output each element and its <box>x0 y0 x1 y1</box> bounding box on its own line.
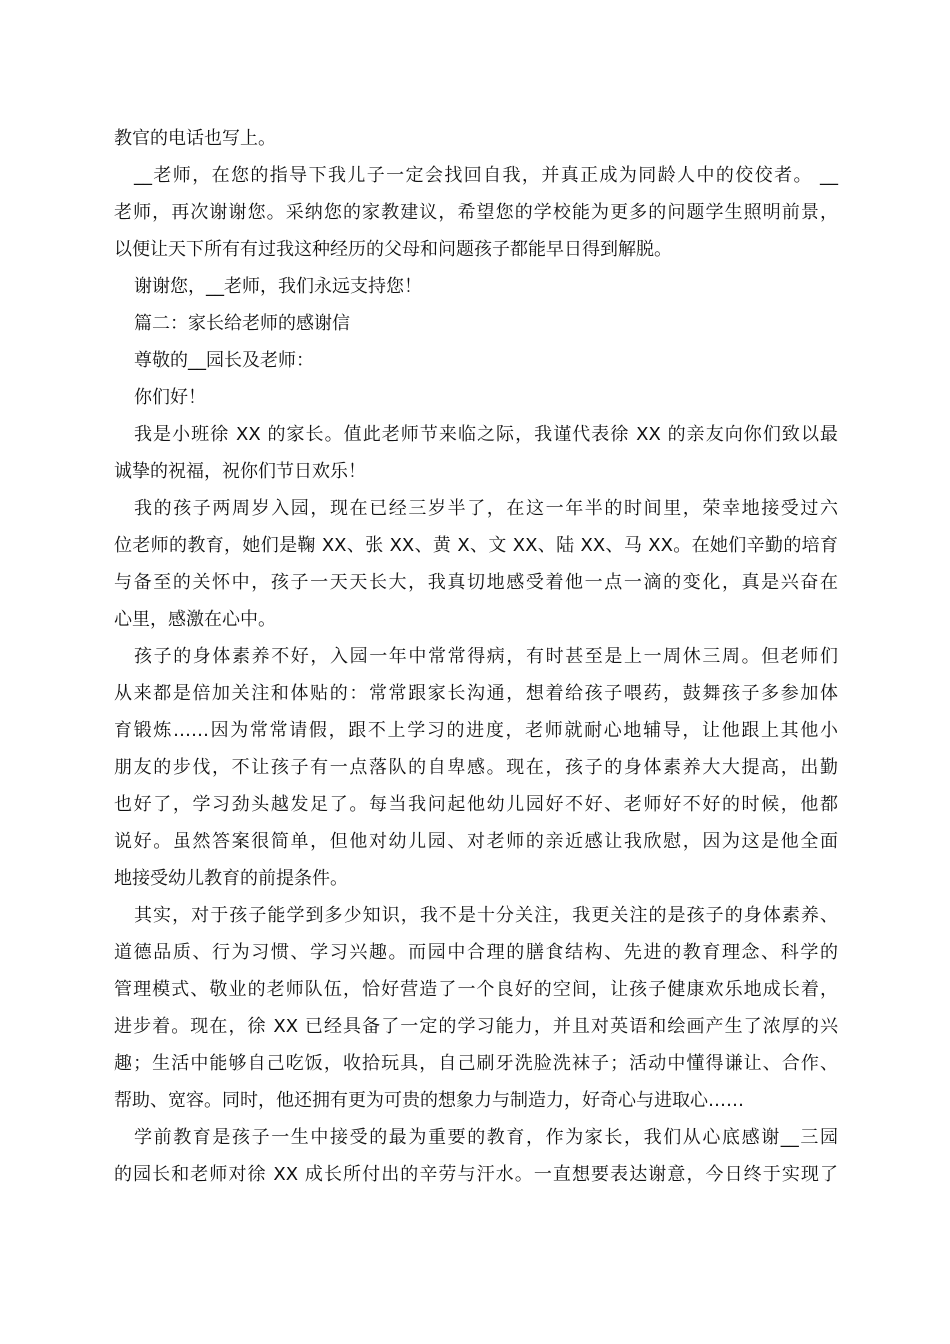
text-line: 孩子的身体素养不好，入园一年中常常得病，有时甚至是上一周休三周。但老师们 <box>134 646 838 667</box>
text-line: 帮助、宽容。同时，他还拥有更为可贵的想象力与制造力，好奇心与进取心…… <box>114 1090 744 1111</box>
text-line: 进步着。现在，徐 XX 已经具备了一定的学习能力，并且对英语和绘画产生了浓厚的兴 <box>114 1016 838 1037</box>
text-line: 老师，再次谢谢您。采纳您的家教建议，希望您的学校能为更多的问题学生照明前景， <box>114 202 838 223</box>
text-line: 与备至的关怀中，孩子一天天长大，我真切地感受着他一点一滴的变化，真是兴奋在 <box>114 572 838 593</box>
text-line: 我的孩子两周岁入园，现在已经三岁半了，在这一年半的时间里，荣幸地接受过六 <box>134 498 838 519</box>
text-line: 朋友的步伐，不让孩子有一点落队的自卑感。现在，孩子的身体素养大大提高，出勤 <box>114 757 838 778</box>
text-line: 趣；生活中能够自己吃饭，收拾玩具，自己刷牙洗脸洗袜子；活动中懂得谦让、合作、 <box>114 1053 838 1074</box>
text-line: 教官的电话也写上。 <box>114 128 276 149</box>
text-line: 也好了，学习劲头越发足了。每当我问起他幼儿园好不好、老师好不好的时候，他都 <box>114 794 838 815</box>
text-line: 说好。虽然答案很简单，但他对幼儿园、对老师的亲近感让我欣慰，因为这是他全面 <box>114 831 838 852</box>
text-line: 道德品质、行为习惯、学习兴趣。而园中合理的膳食结构、先进的教育理念、科学的 <box>114 942 838 963</box>
text-line: 谢谢您，__老师，我们永远支持您！ <box>134 276 422 297</box>
text-line: 的园长和老师对徐 XX 成长所付出的辛劳与汗水。一直想要表达谢意，今日终于实现了 <box>114 1164 838 1185</box>
text-line: 以便让天下所有有过我这种经历的父母和问题孩子都能早日得到解脱。 <box>114 239 672 260</box>
text-line: 从来都是倍加关注和体贴的：常常跟家长沟通，想着给孩子喂药，鼓舞孩子多参加体 <box>114 683 838 704</box>
text-line: 诚挚的祝福，祝你们节日欢乐！ <box>114 461 366 482</box>
text-line: 学前教育是孩子一生中接受的最为重要的教育，作为家长，我们从心底感谢__三园 <box>134 1127 838 1148</box>
text-line: 尊敬的__园长及老师： <box>134 350 314 371</box>
text-line: 我是小班徐 XX 的家长。值此老师节来临之际，我谨代表徐 XX 的亲友向你们致以最 <box>134 424 838 445</box>
text-line: 管理模式、敬业的老师队伍，恰好营造了一个良好的空间，让孩子健康欢乐地成长着， <box>114 979 838 1000</box>
text-line: 你们好！ <box>134 387 206 408</box>
text-line: __老师，在您的指导下我儿子一定会找回自我，并真正成为同龄人中的佼佼者。 __ <box>134 165 838 186</box>
text-line: 心里，感激在心中。 <box>114 609 276 630</box>
text-line: 其实，对于孩子能学到多少知识，我不是十分关注，我更关注的是孩子的身体素养、 <box>134 905 838 926</box>
document-body <box>114 120 838 1193</box>
text-line: 地接受幼儿教育的前提条件。 <box>114 868 348 889</box>
text-line: 育锻炼……因为常常请假，跟不上学习的进度，老师就耐心地辅导，让他跟上其他小 <box>114 720 838 741</box>
text-line: 位老师的教育，她们是鞠 XX、张 XX、黄 X、文 XX、陆 XX、马 XX。在她们辛勤的培育 <box>114 535 838 556</box>
text-line: 篇二：家长给老师的感谢信 <box>134 313 350 334</box>
